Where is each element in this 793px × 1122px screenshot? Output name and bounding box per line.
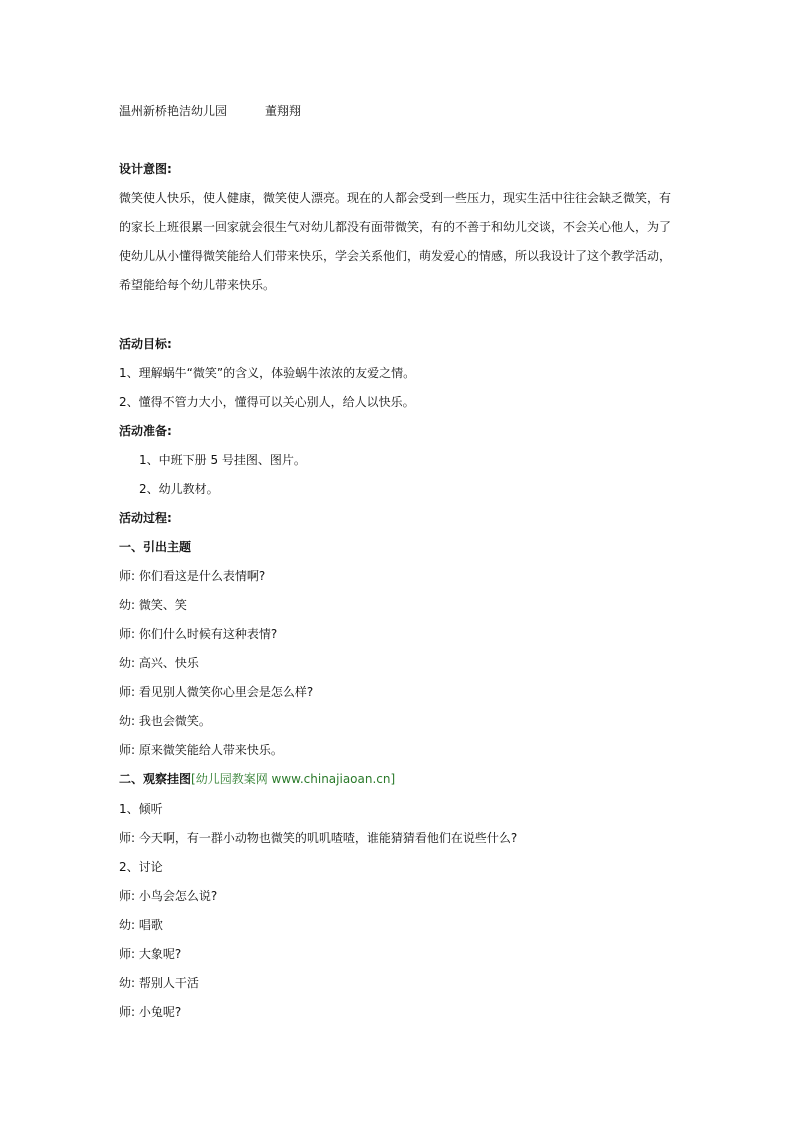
dialogue-line: 师: 看见别人微笑你心里会是怎么样? bbox=[119, 685, 314, 699]
author-name: 董翔翔 bbox=[265, 104, 302, 118]
dialogue-line: 幼: 高兴、快乐 bbox=[119, 656, 199, 670]
design-intent-line: 希望能给每个幼儿带来快乐。 bbox=[119, 278, 276, 292]
dialogue-line: 师: 小兔呢? bbox=[119, 1005, 182, 1019]
step-label: 1、倾听 bbox=[119, 802, 163, 816]
dialogue-line: 师: 今天啊，有一群小动物也微笑的叽叽喳喳，谁能猜猜看他们在说些什么? bbox=[119, 831, 518, 845]
section1-heading: 一、引出主题 bbox=[119, 540, 192, 554]
dialogue-line: 师: 小鸟会怎么说? bbox=[119, 889, 218, 903]
dialogue-line: 幼: 我也会微笑。 bbox=[119, 714, 211, 728]
goals-heading: 活动目标: bbox=[119, 337, 172, 351]
section2-heading: 二、观察挂图 bbox=[119, 772, 192, 786]
dialogue-line: 幼: 帮别人干活 bbox=[119, 976, 199, 990]
dialogue-line: 师: 你们什么时候有这种表情? bbox=[119, 627, 278, 641]
dialogue-line: 幼: 微笑、笑 bbox=[119, 598, 187, 612]
dialogue-line: 师: 原来微笑能给人带来快乐。 bbox=[119, 743, 283, 757]
design-intent-line: 微笑使人快乐，使人健康，微笑使人漂亮。现在的人都会受到一些压力，现实生活中往往会缺乏微笑，有 bbox=[119, 191, 672, 205]
preparation-heading: 活动准备: bbox=[119, 424, 172, 438]
goal-item: 1、理解蜗牛“微笑”的含义，体验蜗牛浓浓的友爱之情。 bbox=[119, 366, 416, 380]
step-label: 2、讨论 bbox=[119, 860, 163, 874]
goal-item: 2、懂得不管力大小，懂得可以关心别人，给人以快乐。 bbox=[119, 395, 415, 409]
dialogue-line: 幼: 唱歌 bbox=[119, 918, 163, 932]
source-link[interactable]: [幼儿园教案网 www.chinajiaoan.cn] bbox=[191, 772, 396, 786]
header-line bbox=[119, 103, 301, 119]
dialogue-line: 师: 大象呢? bbox=[119, 947, 182, 961]
design-intent-heading: 设计意图: bbox=[119, 162, 172, 176]
section2-heading-line bbox=[119, 771, 395, 787]
design-intent-line: 的家长上班很累一回家就会很生气对幼儿都没有面带微笑，有的不善于和幼儿交谈，不会关心他人，为了 bbox=[119, 220, 672, 234]
design-intent-line: 使幼儿从小懂得微笑能给人们带来快乐，学会关系他们，萌发爱心的情感，所以我设计了这个教学活动， bbox=[119, 249, 672, 263]
process-heading: 活动过程: bbox=[119, 511, 172, 525]
school-name: 温州新桥艳洁幼儿园 bbox=[119, 104, 228, 118]
dialogue-line: 师: 你们看这是什么表情啊? bbox=[119, 569, 266, 583]
preparation-item: 2、幼儿教材。 bbox=[139, 482, 219, 496]
preparation-item: 1、中班下册 5 号挂图、图片。 bbox=[139, 453, 306, 467]
